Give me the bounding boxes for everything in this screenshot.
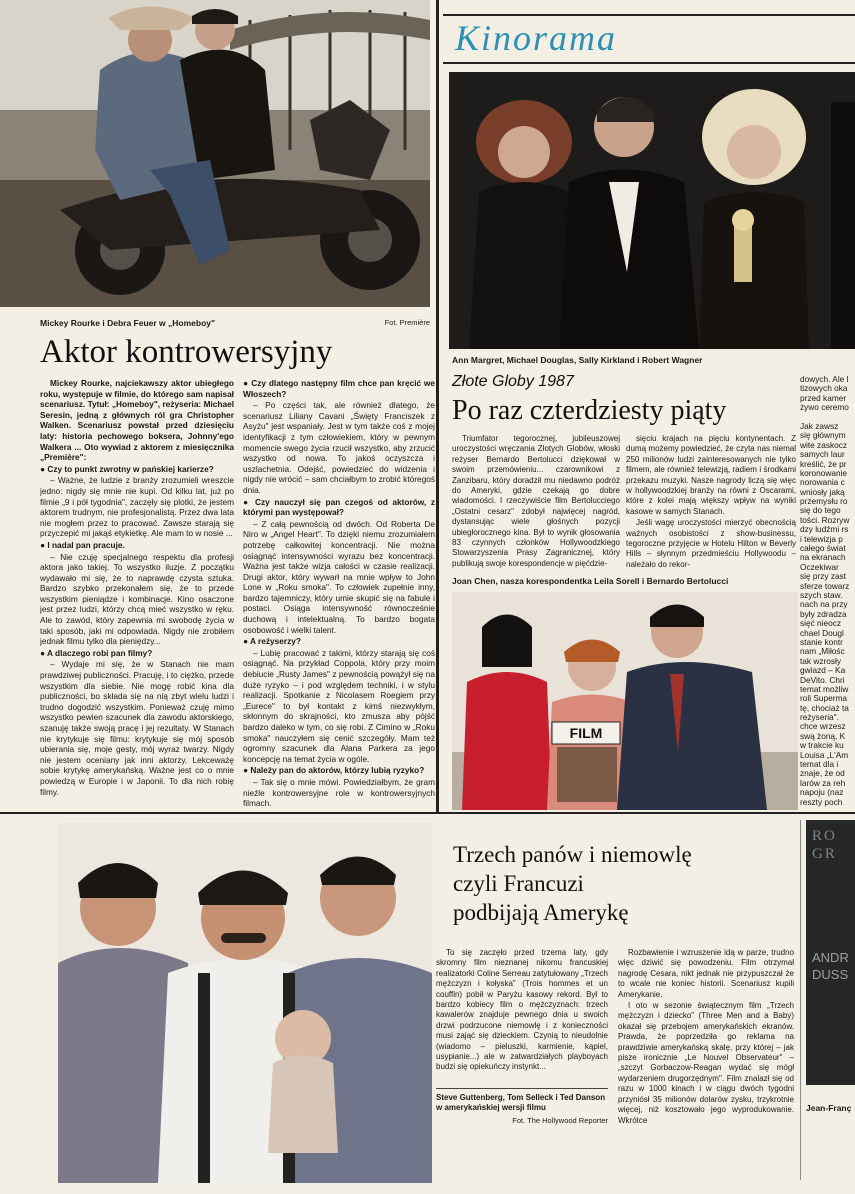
edge-text-line: przed kamer — [800, 392, 847, 403]
article1-col1 — [40, 378, 234, 808]
photo1-credit: Fot. Première — [384, 318, 430, 327]
book-author-line1: ANDR — [812, 950, 849, 965]
article3-col2 — [618, 948, 794, 1180]
book-cover — [806, 820, 855, 1085]
bertolucci-photo — [452, 592, 798, 810]
article3-photo-caption: Steve Guttenberg, Tom Selleck i Ted Danson w amerykańskiej wersji filmu — [436, 1093, 606, 1112]
edge-text-line: dzy ludźmi rs — [800, 524, 849, 535]
edge-text-line: gwiazd – Ka — [800, 665, 846, 676]
article-lead: Mickey Rourke, najciekawszy aktor ubiegłego roku, występuje w filmie, do którego sam napisał scenariusz. Tytuł: „Homeboy", reżyseria: Michael Seresin, jedną z głównych ról gra Christopher Walken. Scenariusz powstał przed dziesięciu laty: historia pechowego boksera, Johnny'ego Walkera ... Oto wywiad z aktorem z miesięcznika „Première": — [40, 378, 234, 463]
edge-text-line: się do tego — [800, 505, 841, 516]
edge-text-line: tizowych oka — [800, 383, 848, 394]
edge-text-line: tości. Rozryw — [800, 514, 850, 525]
article2-headline: Po raz czterdziesty piąty — [452, 395, 727, 426]
paragraph: Triumfator tegorocznej, jubileuszowej uroczystości wręczania Złotych Globów, włoski reżyser Bernardo Bertolucci dziękował w swoim przemówieniu... czarownikowi z Zanzibaru, który doradził mu niedawno podróż do Ameryki, gdzie czekają go dobre wiadomości. I rzeczywiście film Bertolucciego „Ostatni cesarz" zdobył najwięcej nagród, dystansując wiele głośnych pozycji ubiegłorocznego kina. Był to wynik głosowania 83 czynnych członków Hollywoodzkiego Stowarzyszenia Prasy Zagranicznej, który publikują swoje korespondencje w pięćdzie- — [452, 434, 620, 568]
edge-text-line: na ekranach — [800, 552, 846, 563]
edge-text-line: chce wrzesz — [800, 721, 846, 732]
edge-text-line: wniosły jaką — [800, 486, 845, 497]
book-title-line2: GR — [812, 846, 837, 862]
interview-question: ● Czy to punkt zwrotny w pańskiej karierze? — [40, 464, 234, 475]
article1-headline: Aktor kontrowersyjny — [40, 334, 333, 370]
paragraph: I oto w sezonie świątecznym film „Trzech mężczyzn i dziecko" (Three Men and a Baby) okazał się przebojem amerykańskich ekranów. Prawda, że poprzedziła go reklama na prawdziwie amerykańską skalę, przy której – jak pisze ironicznie „Le Nouvel Observateur" – „szczyt Gorbaczow-Reagan wydać się mógł wydarzeniem drugorzędnym". Film znalazł się od razu w 1000 kinach i w ciągu dwóch tygodni przyniósł 35 milionów dolarów zysku, trzykrotnie więcej, niż kosztowało jego wyprodukowanie. Wkrótce — [618, 1001, 794, 1125]
paragraph: sięciu krajach na pięciu kontynentach. Z dumą możemy powiedzieć, że czyta nas niemal 250 milionów ludzi zainteresowanych nie tylko filmem, ale również telewizją, radiem i środkami przekazu muzyki. Nasze nagrody liczą się więc w hollywoodzkiej branży na równi z Oscarami, które z kolei mają większy wpływ na wyniki kasowe w samych Stanach. — [626, 434, 796, 516]
vertical-divider — [436, 0, 439, 812]
article2-col1 — [452, 434, 620, 584]
article3-headline-line1: Trzech panów i niemowlę — [453, 842, 692, 867]
book-caption: Jean-Franç — [806, 1103, 852, 1113]
article3-headline — [453, 840, 793, 936]
paragraph: – Wydaje mi się, że w Stanach nie mam prawdziwej publiczności. Pracuję, i to ciężko, przede wszystkim dla siebie. Nie mogę robić kina dla publiczności, bo składa się na nią zbyt wielu ludzi i trudno dogodzić wszystkim. Ponieważ czuję mimo wszystko pewien szacunek dla zawodu aktorskiego, szanuję także swoją pracę i jej rezultaty. W Stanach nie krytykuje się filmu: krytykuje się mój sposób ubierania się, moje gesty, mój wyraz twarzy. Nigdy nie jestem oceniany jak inni aktorzy. Lekceważę sobie krytykę amerykańską. Ważne jest co o mnie powiedzą w Europie i w Japonii. To dla nich robię filmy. — [40, 659, 234, 797]
edge-text-line: reszty poch — [800, 796, 843, 807]
edge-text-line: swą żoną, K — [800, 730, 846, 741]
lower-vertical-divider — [800, 820, 801, 1180]
edge-text-line: napoju (naz — [800, 787, 844, 798]
interview-question: ● I nadal pan pracuje. — [40, 540, 234, 551]
paragraph: – Nie czuję specjalnego respektu dla profesji aktora jako takiej. To wszystko iluzje. Z początku wydawało mi się, że to naprawdę czysta sztuka. Bardzo szybko przekonałem się, że to przede wszystkim pieniądze i kombinacje. Kino osaczone jest przez ludzi, którzy chcą mieć wszystko w ręku. Ale to zawód, który zapewnia mi swobodę życia w taki sposób, jaki mi odpowiada. Nigdy nie zrobiłem jednak filmu tylko dla pieniędzy... — [40, 551, 234, 647]
edge-text-line: tak wzrosły — [800, 655, 842, 666]
edge-text-line: chael Dougl — [800, 627, 844, 638]
edge-text-line: temat dla i — [800, 759, 839, 770]
edge-text-line: były zdradza — [800, 608, 847, 619]
horizontal-divider — [0, 812, 855, 814]
interview-question: ● Należy pan do aktorów, którzy lubią ryzyko? — [243, 765, 435, 776]
article3-headline-line2: czyli Francuzi — [453, 871, 584, 896]
edge-text-line: sferze towarz — [800, 580, 850, 591]
interview-question: ● A dlaczego robi pan filmy? — [40, 648, 234, 659]
article2-edge-column — [800, 374, 855, 808]
edge-text-line: i telewizja p — [800, 533, 843, 544]
edge-text-line: się głównym — [800, 430, 846, 441]
edge-text-line: roli Superma — [800, 693, 848, 704]
photo1-caption: Mickey Rourke i Debra Feuer w „Homeboy" — [40, 318, 216, 328]
edge-text-line: norowania c — [800, 477, 845, 488]
edge-text-line: dowych. Ale l — [800, 374, 849, 384]
article3-photo-credit: Fot. The Hollywood Reporter — [512, 1116, 608, 1125]
article2-kicker: Złote Globy 1987 — [452, 373, 574, 390]
edge-text-line: szych staw. — [800, 589, 843, 600]
three-men-baby-photo — [58, 823, 432, 1183]
film-sign: FILM — [569, 725, 603, 741]
edge-text-line: nam „Miłośc — [800, 646, 845, 657]
photo2-caption: Ann Margret, Michael Douglas, Sally Kirkland i Robert Wagner — [452, 355, 703, 365]
article2-col2 — [626, 434, 796, 584]
paragraph: – Lubię pracować z takimi, którzy starają się coś osiągnąć. Na przykład Coppola, który przy moim debiucie „Rusty James" z pewnością powążył się na duże ryzyko – i pod względem techniki, i w stylu realizacji. Spotkanie z Nicolasem Roegiem przy „Eurece" to był kontakt z kimś niezwykłym, skłonnym do skrajności, kto zmusza aby pójść bardzo daleko w tym, co się robi. Z Cimino w „Roku smoka" nauczyłem się cenić szczegóły. Mam też ogromny szacunek dla Alana Parkera za jego koncepcję na temat życia w ogóle. — [243, 647, 435, 764]
paragraph: – Ważne, że ludzie z branży zrozumieli wreszcie jedno: nigdy się mnie nie kupi. Od kilku lat, już po filmie „9 i pół tygodnia", zaczęły się plotki, że jestem aktorem trudnym, nie profesjonalistą. Przez dwa lata nie mogłem przez to pracować. Zawsze starają się przyczepić mi jakąś etykietkę. Ale mam to w nosie ... — [40, 475, 234, 539]
photo3-caption: Joan Chen, nasza korespondentka Leila Sorell i Bernardo Bertolucci — [452, 576, 729, 586]
edge-text-line: Jak zawsz — [800, 420, 839, 431]
paragraph: – Tak się o mnie mówi. Powiedziałbym, że gram nieźle kontrowersyjne role w kontrowersyjnych filmach. — [243, 776, 435, 808]
edge-text-line: kreślić, że pr — [800, 458, 847, 469]
section-title: Kinorama — [455, 18, 618, 58]
edge-text-line: larów za reh — [800, 777, 846, 788]
interview-question: ● Czy nauczył się pan czegoś od aktorów, z którymi pan występował? — [243, 497, 435, 518]
article3-col1 — [436, 948, 608, 1088]
rourke-feuer-photo — [0, 0, 430, 307]
edge-text-line: reżyseria". — [800, 712, 839, 723]
edge-text-line: temat możliw — [800, 683, 849, 694]
book-author-line2: DUSS — [812, 967, 849, 982]
edge-text-line: się przy zast — [800, 571, 847, 582]
article3-photo-caption-block — [436, 1088, 608, 1183]
edge-text-line: żywo ceremo — [800, 402, 849, 413]
edge-text-line: tę, chociaż ta — [800, 702, 849, 713]
edge-text-line: Louisa „L'Am — [800, 749, 849, 760]
kinorama-banner — [443, 14, 855, 64]
edge-text-line: sięć nieocz — [800, 618, 842, 629]
interview-question: ● A reżyserzy? — [243, 636, 435, 647]
edge-text-line: Oczekiwar — [800, 561, 839, 572]
golden-globes-photo — [449, 72, 855, 349]
edge-text-line: wite zaskocz — [800, 439, 848, 450]
edge-text-line: samych laur — [800, 449, 845, 460]
paragraph: Jeśli wagę uroczystości mierzyć obecnością ważnych osobistości z show-businessu, tegoroczne przyjęcie w Hotelu Hilton w Beverly Hills – słynnym przedmieściu Hollywoodu – należało do rekor- — [626, 518, 796, 569]
edge-text-line: DeVito. Chri — [800, 674, 845, 685]
article3-headline-line3: podbijają Amerykę — [453, 900, 629, 925]
edge-text-line: całego świat — [800, 543, 846, 554]
interview-question: ● Czy dlatego następny film chce pan kręcić we Włoszech? — [243, 378, 435, 399]
edge-text-line — [800, 412, 855, 421]
article1-col2 — [243, 378, 435, 808]
edge-text-line: w trakcie ku — [800, 740, 844, 751]
edge-text-line: koronowanie — [800, 467, 848, 478]
edge-text-line: stanie kontr — [800, 636, 843, 647]
paragraph: Rozbawienie i wzruszenie idą w parze, trudno więc dziwić się powodzeniu. Film otrzymał nagrodę Cesara, nikt jednak nie przypuszczał że to wcale nie koniec historii. Scenariusz kupili Amerykanie. — [618, 948, 794, 999]
edge-text-line: znaje, że od — [800, 768, 845, 779]
edge-text-line: przemysłu ro — [800, 496, 848, 507]
edge-text-line: nach na przy — [800, 599, 848, 610]
book-title-line1: RO — [812, 828, 837, 844]
paragraph: To się zaczęło przed trzema laty, gdy skromny film nieznanej nikomu francuskiej realizatorki Coline Serreau zatytułowany „Trzech mężczyzn i kołyska" (Trois hommes et un couffin) pobił w Paryżu kasowy rekord. Był to bardzo kobiecy film o mężczyznach: trzech kawalerów znajduje pewnego dnia u swoich drzwi podrzucone niemowlę i z konieczności musi zająć się dzieckiem. Czynią to nieudolnie (wiadomo – pieluszki, karmienie, kąpiel, usypianie...) ale w zatwardziałych playboyach budzi się opiekuńczy instynkt... — [436, 948, 608, 1072]
paragraph: – Z całą pewnością od dwóch. Od Roberta De Niro w „Angel Heart". To dzięki niemu zrozumiałem potrzebę całkowitej koncentracji. Nie można osiągnąć intensywności wyrazu bez koncentracji. Ważna jest także wizja całości w czasie realizacji. Drugi aktor, który wywarł na mnie wpływ to John Lone w „Roku smoka". To człowiek zupełnie inny, bardzo tajemniczy, który umie skupić się na fabule i postaci. Osiąga intensywność równocześnie duchową i intelektualną. To bardzo bogata osobowość i wielki talent. — [243, 518, 435, 635]
paragraph: – Po części tak, ale również dlatego, że scenariusz Liliany Cavani „Święty Franciszek z Asyżu" jest wspaniały. Jest w tym także coś z mojej identyfikacji z tym człowiekiem, który w pewnym momencie swego życia rzucił wszystko, aby zrzucić wszystko od nowa. To jakoś oczyszcza i uszlachetnia. Odejść, powiedzieć do widzenia i nigdy nie wrócić – sam chciałbym to zrobić któregoś dnia. — [243, 400, 435, 495]
